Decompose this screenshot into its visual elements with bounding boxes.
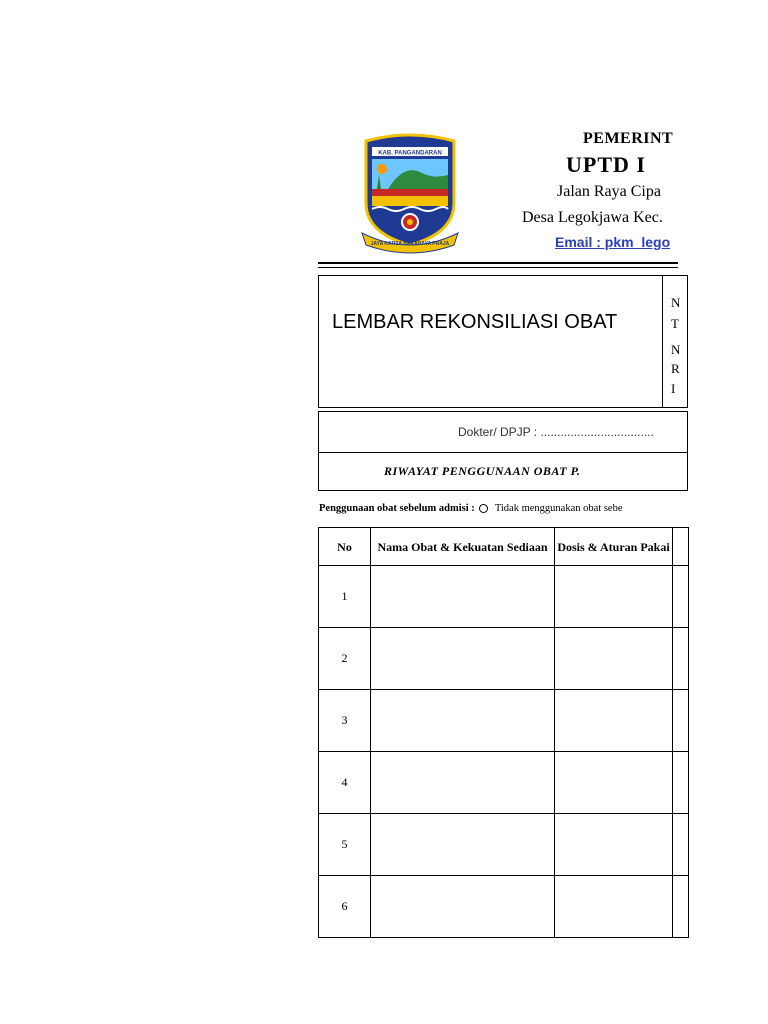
next-cell[interactable] [673,566,689,628]
svg-text:KAB. PANGANDARAN: KAB. PANGANDARAN [378,150,442,157]
next-cell[interactable] [673,814,689,876]
table-row [319,690,689,752]
table-header-row [319,528,689,566]
medication-table [318,527,689,938]
dose-cell[interactable] [555,566,673,628]
patient-field-initial: N [671,295,681,310]
column-header-no: No [319,528,371,566]
header-village-line: Desa Legokjawa Kec. [522,209,663,226]
dose-cell[interactable] [555,628,673,690]
next-cell[interactable] [673,628,689,690]
row-number: 4 [319,752,371,814]
row-number: 6 [319,876,371,938]
header-divider-thin [318,267,678,268]
dpjp-field[interactable]: Dokter/ DPJP : .................................. [458,425,654,439]
no-medication-option-label: Tidak menggunakan obat sebe [494,503,623,514]
drug-name-cell[interactable] [371,814,555,876]
row-number: 1 [319,566,371,628]
table-row [319,814,689,876]
next-cell[interactable] [673,690,689,752]
drug-name-cell[interactable] [371,566,555,628]
section-heading-riwayat: RIWAYAT PENGGUNAAN OBAT P. [384,464,581,478]
table-row [319,628,689,690]
table-row [319,566,689,628]
drug-name-cell[interactable] [371,876,555,938]
admisi-label: Penggunaan obat sebelum admisi : [319,503,475,514]
dose-cell[interactable] [555,814,673,876]
regency-crest-logo [360,133,460,253]
drug-name-cell[interactable] [371,690,555,752]
no-medication-radio[interactable] [479,504,488,513]
header-government-line: PEMERINT [583,130,674,147]
title-box [318,275,688,408]
drug-name-cell[interactable] [371,752,555,814]
dose-cell[interactable] [555,752,673,814]
form-title: LEMBAR REKONSILIASI OBAT [332,311,618,333]
row-number: 5 [319,814,371,876]
dose-cell[interactable] [555,876,673,938]
table-row [319,752,689,814]
header-uptd-line: UPTD I [566,152,646,177]
row-number: 3 [319,690,371,752]
title-divider [662,275,663,408]
dose-cell[interactable] [555,690,673,752]
admisi-question [319,503,622,514]
header-email-link[interactable]: Email : pkm_lego [555,234,671,250]
row-number: 2 [319,628,371,690]
patient-field-initial: I [671,381,676,396]
column-header-drug-name: Nama Obat & Kekuatan Sediaan [371,528,555,566]
next-cell[interactable] [673,876,689,938]
svg-text:JAYA KARSA BAKANAYA PRAJA: JAYA KARSA BAKANAYA PRAJA [370,241,450,247]
header-address-line: Jalan Raya Cipa [557,183,661,200]
header-divider-thick [318,262,678,264]
patient-field-initial: R [671,361,680,376]
column-header-dose: Dosis & Aturan Pakai [555,528,673,566]
patient-field-initial: N [671,342,681,357]
drug-name-cell[interactable] [371,628,555,690]
table-row [319,876,689,938]
next-cell[interactable] [673,752,689,814]
patient-field-initial: T [671,316,679,331]
column-header-next [673,528,689,566]
